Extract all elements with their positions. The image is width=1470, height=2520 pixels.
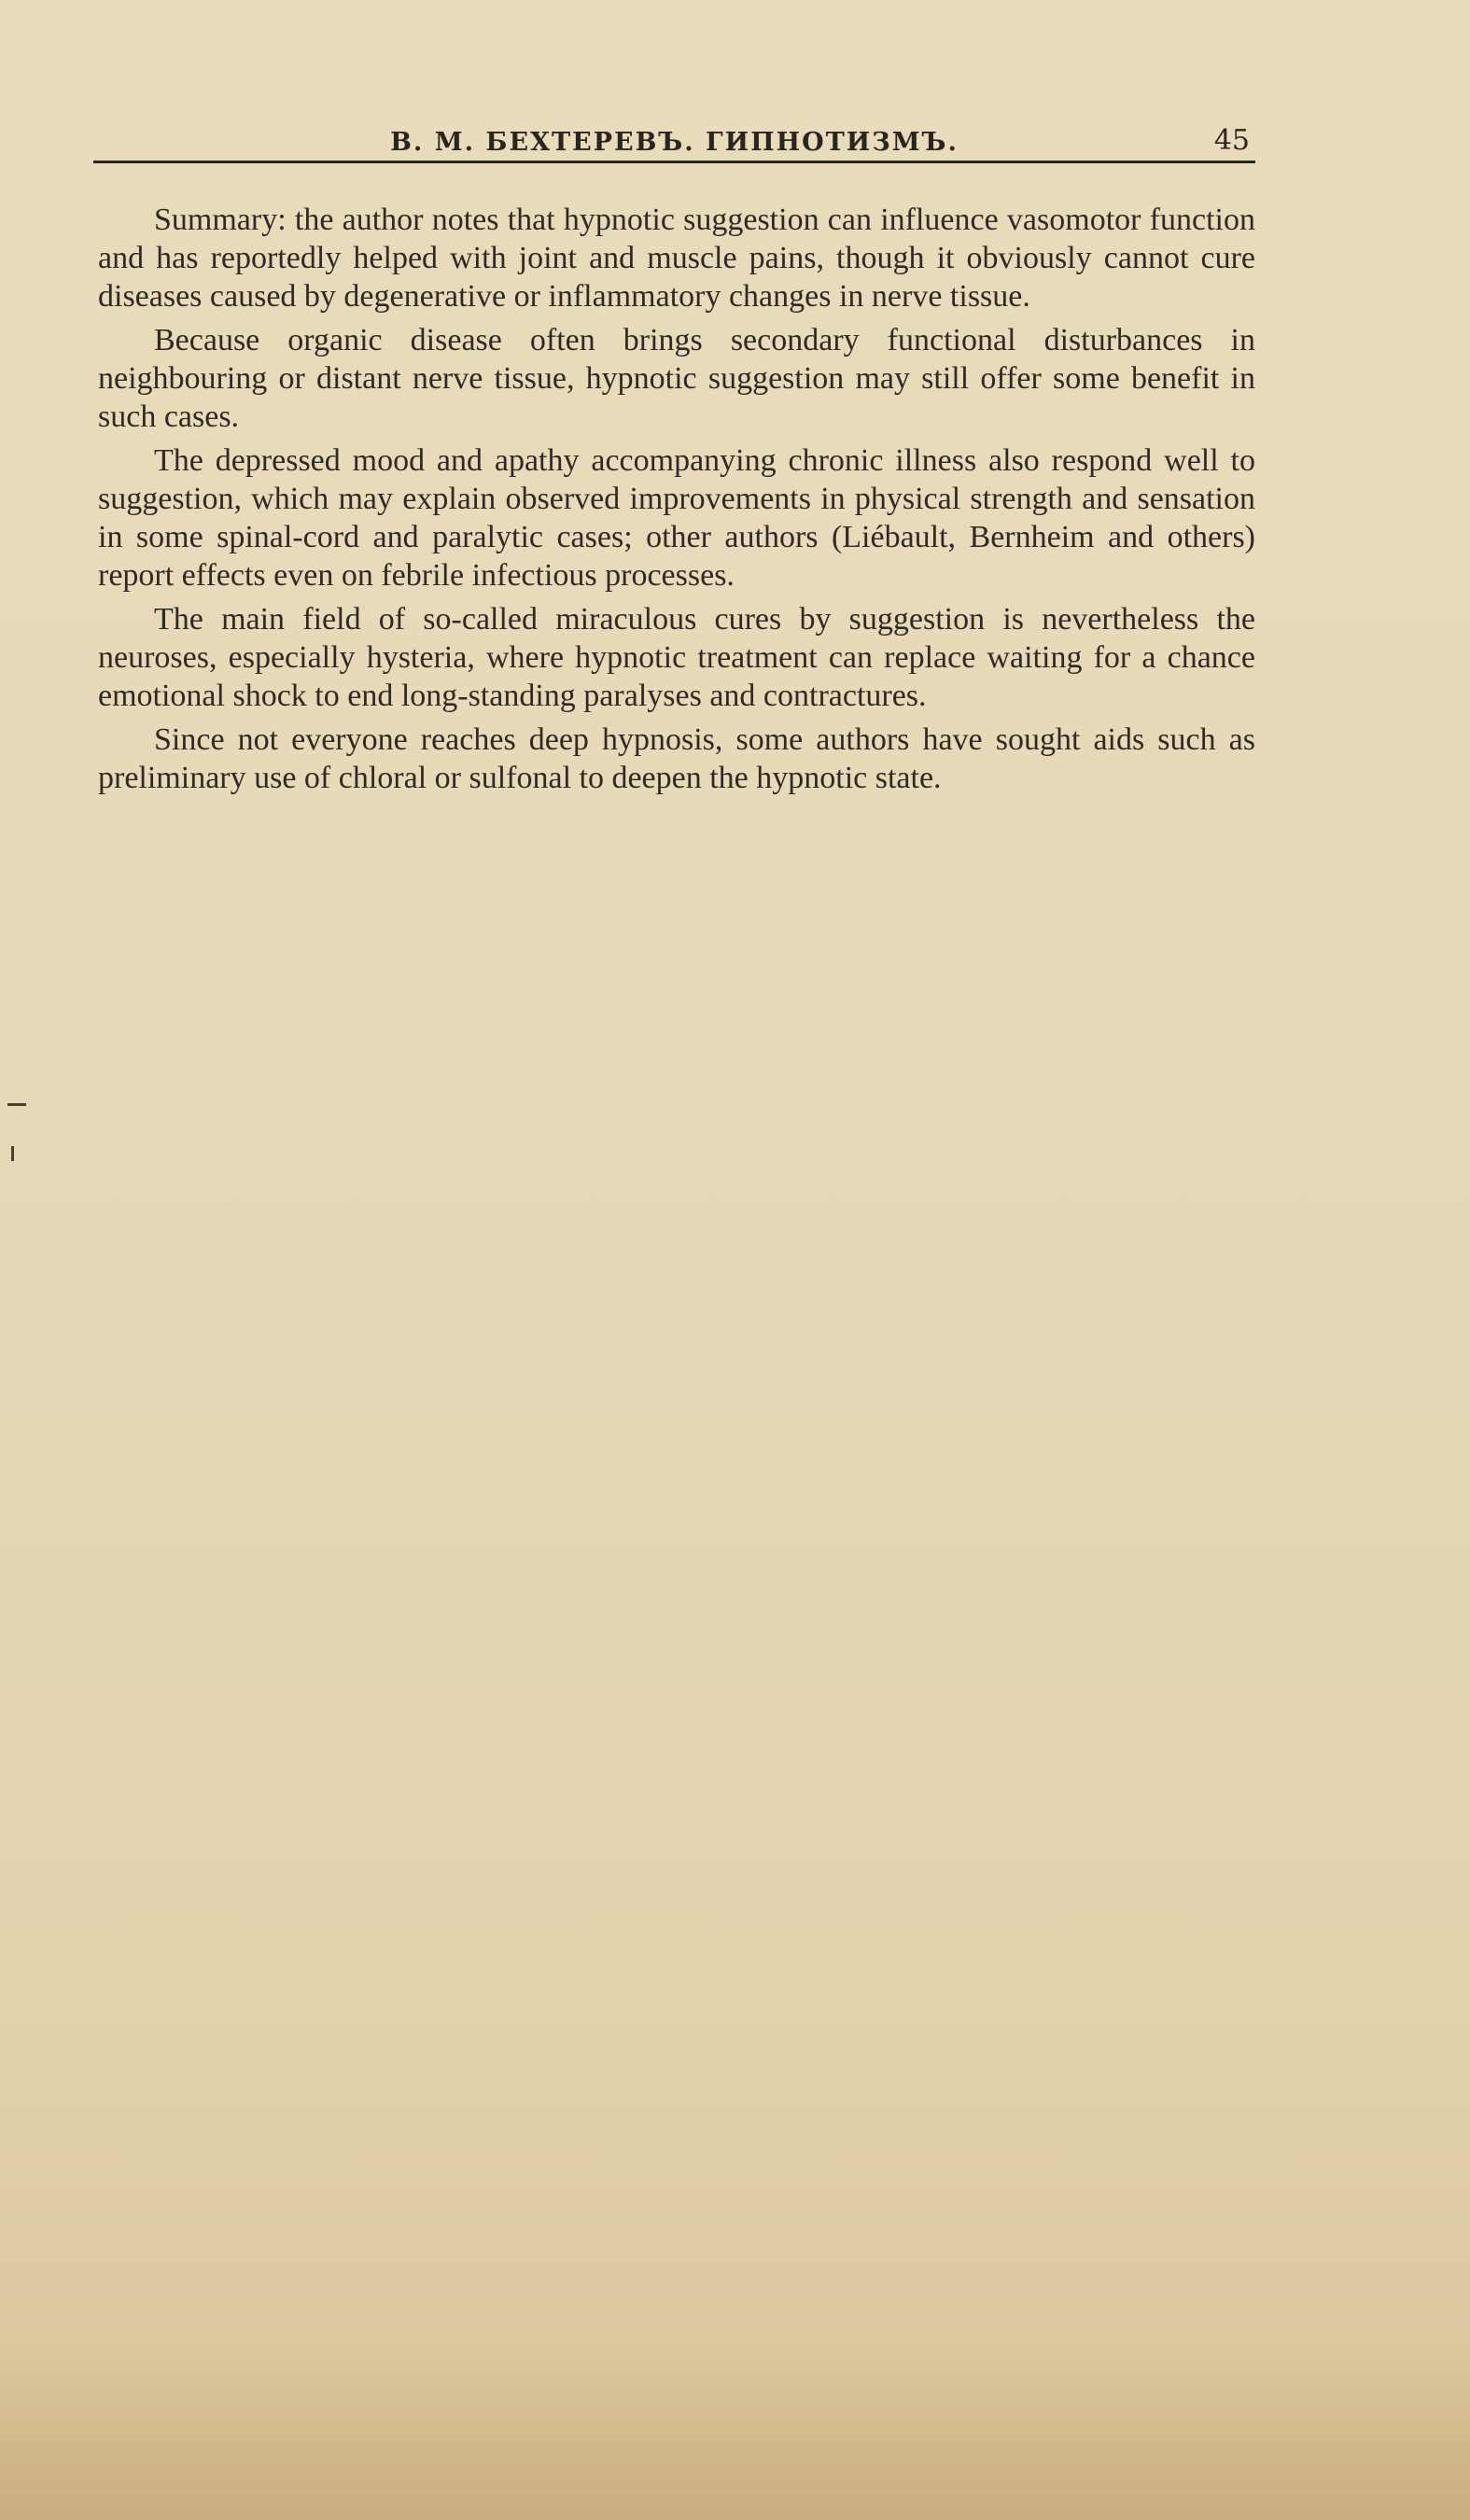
body-text — [98, 201, 1255, 803]
running-head: В. М. БЕХТЕРЕВЪ. ГИПНОТИЗМЪ. — [390, 128, 959, 157]
margin-dot — [11, 1146, 14, 1161]
paragraph: Since not everyone reaches deep hypnosis, some authors have sought aids such as preliminary use of chloral or sulfonal to deepen the hypnotic state. — [98, 722, 1255, 795]
margin-mark — [7, 1103, 26, 1106]
page-stain — [0, 2343, 1470, 2520]
paragraph: Because organic disease often brings secondary functional disturbances in neighbouring or distant nerve tissue, hypnotic suggestion may still offer some benefit in such cases. — [98, 323, 1255, 434]
paragraph: The main field of so-called miraculous cures by suggestion is nevertheless the neuroses, especially hysteria, where hypnotic treatment can replace waiting for a chance emotional shock to end long-standing paralyses and contractures. — [98, 602, 1255, 713]
paragraph: The depressed mood and apathy accompanying chronic illness also respond well to suggestion, which may explain observed improvements in physical strength and sensation in some spinal-cord and paralytic cases; other authors (Liébault, Bernheim and others) report effects even on febrile infectious processes. — [98, 443, 1255, 593]
page-header — [93, 121, 1255, 163]
page-number: 45 — [1213, 124, 1250, 157]
paragraph: Summary: the author notes that hypnotic suggestion can influence vasomotor function and has reportedly helped with joint and muscle pains, though it obviously cannot cure diseases caused by degenerative or inflammatory changes in nerve tissue. — [98, 203, 1255, 314]
